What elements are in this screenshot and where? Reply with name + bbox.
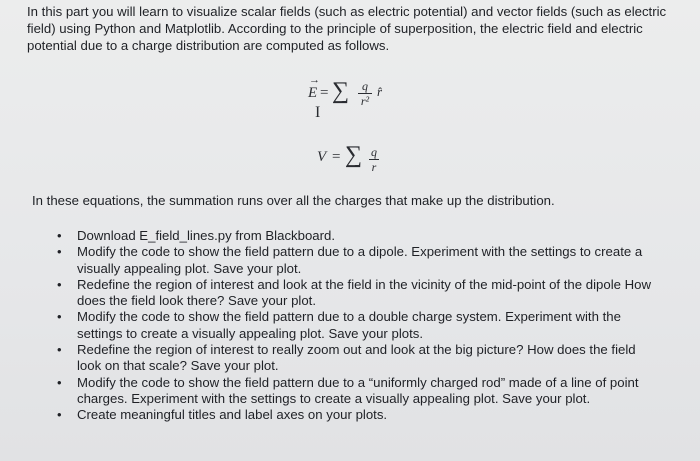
bullet-icon: • (57, 374, 62, 390)
intro-paragraph: In this part you will learn to visualize scalar fields (such as electric potential) and vector fields (such as electric field) using Python and Matplotlib. According to the principle of superposition, the electric field and electric potential due to a charge distribution are computed as follows. (27, 4, 667, 53)
list-item-text: Create meaningful titles and label axes on your plots. (77, 407, 388, 423)
list-item-text: Modify the code to show the field pattern due to a dipole. Experiment with the settings to create a visually appealing plot. Save your plot. (77, 244, 643, 276)
bullet-icon: • (57, 276, 62, 292)
denominator: r (371, 160, 377, 174)
equals-sign: = (320, 85, 329, 101)
summation-symbol: ∑ (332, 78, 350, 104)
list-item-text: Redefine the region of interest to really zoom out and look at the big picture? How does the field look on that scale? Save your plot. (77, 342, 636, 374)
fraction (369, 146, 379, 173)
list-item (57, 309, 657, 342)
list-item-text: Modify the code to show the field pattern due to a “uniformly charged rod” made of a line of point charges. Experiment with the settings to create a visually appealing plot. Save your plot. (77, 374, 639, 406)
list-item (57, 407, 657, 423)
list-item-text: Download E_field_lines.py from Blackboard. (77, 228, 336, 243)
list-item (57, 228, 657, 244)
unit-vector: r̂ (377, 84, 383, 99)
list-item (57, 375, 657, 408)
summation-symbol: ∑ (345, 142, 363, 168)
fraction (358, 80, 372, 107)
equals-sign: = (332, 149, 341, 165)
vector-arrow: → (309, 74, 320, 86)
bullet-icon: • (57, 244, 62, 260)
denominator: r² (360, 94, 370, 108)
potential-symbol: V (317, 149, 327, 165)
numerator: q (371, 145, 377, 159)
list-item (57, 277, 657, 310)
summation-note: In these equations, the summation runs over all the charges that make up the distribution. (32, 193, 555, 208)
list-item (57, 244, 657, 277)
bullet-icon: • (57, 342, 62, 358)
list-item-text: Redefine the region of interest and look at the field in the vicinity of the mid-point of the dipole How does the field look there? Save your plot. (77, 276, 651, 309)
bullet-icon: • (57, 309, 62, 325)
list-item-text: Modify the code to show the field pattern due to a double charge system. Experiment with the settings to create a visually appealing plot. Save your plots. (77, 309, 621, 341)
task-list (57, 228, 657, 424)
bullet-icon: • (57, 228, 62, 243)
text-cursor-icon: I (315, 104, 321, 121)
e-field-symbol: E (308, 85, 318, 101)
list-item (57, 342, 657, 375)
numerator: q (362, 79, 368, 93)
bullet-icon: • (57, 407, 62, 423)
